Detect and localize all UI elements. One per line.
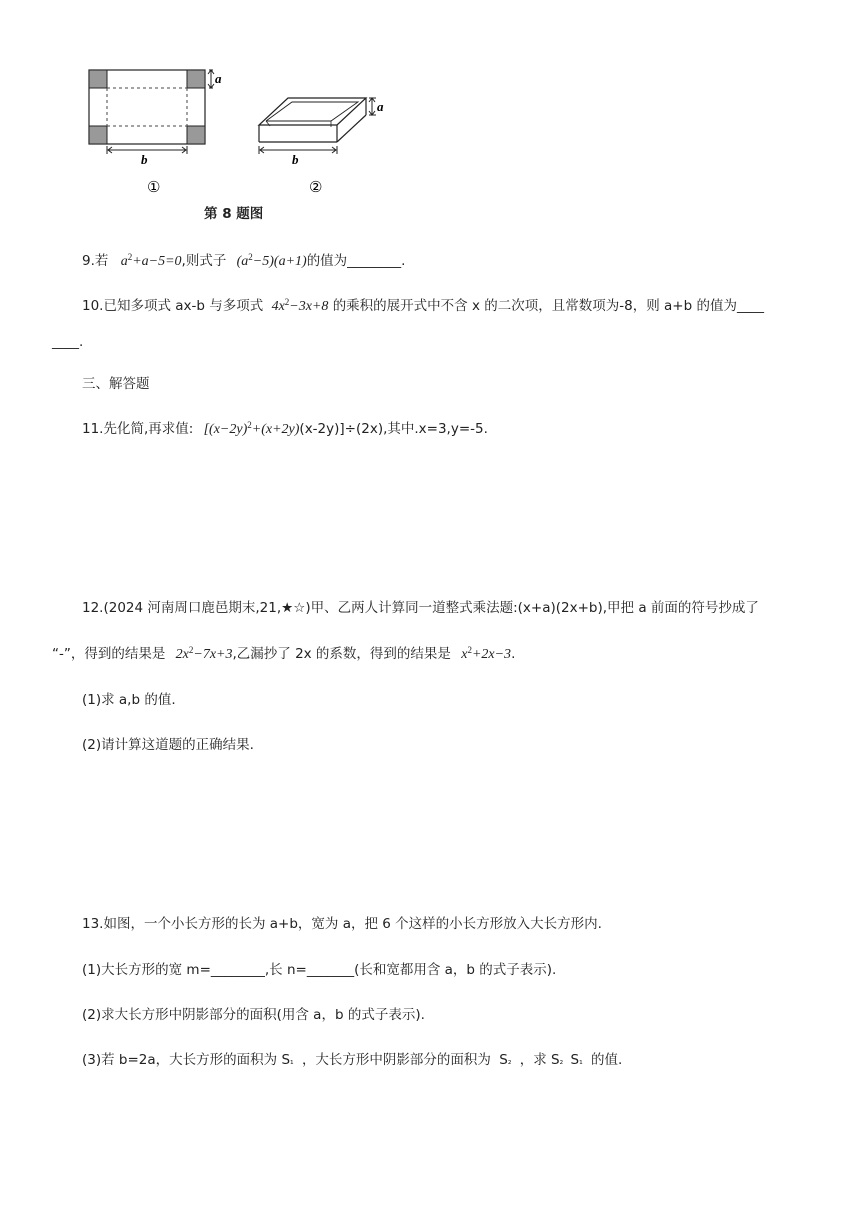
question-12-sub-1: (1)求 a,b 的值. (82, 692, 176, 708)
question-13-sub-2: (2)求大长方形中阴影部分的面积(用含 a，b 的式子表示). (82, 1007, 425, 1023)
question-12-line-1: 12.(2024 河南周口鹿邑期末,21,★☆)甲、乙两人计算同一道整式乘法题:(x+a)(2x+b),甲把 a 前面的符号抄成了 (82, 600, 759, 616)
section-3-title: 三、解答题 (82, 376, 150, 392)
question-9: 9.若 $a^2+a-5=0$,则式子 $(a^2-5)(a+1)$的值为________. (82, 252, 406, 269)
label-fig1: ① (147, 180, 161, 196)
figure-1-unfolded-sheet (89, 70, 222, 196)
figure-2-open-box (259, 98, 366, 142)
label-b-fig1: b (141, 152, 148, 167)
question-13-sub-1: (1)大长方形的宽 m=________,长 n=_______(长和宽都用含 a，b 的式子表示). (82, 962, 557, 978)
question-12-sub-2: (2)请计算这道题的正确结果. (82, 737, 254, 753)
figure-caption: 第 8 题图 (204, 206, 264, 222)
label-b-fig2: b (292, 152, 299, 167)
question-10-continued: ____. (52, 334, 84, 350)
question-13-line-1: 13.如图，一个小长方形的长为 a+b，宽为 a，把 6 个这样的小长方形放入大长方形内. (82, 916, 602, 932)
figure-8 (0, 0, 860, 230)
label-fig2: ② (309, 180, 323, 196)
label-a-fig2: a (377, 99, 384, 114)
question-12-line-2: “-”，得到的结果是 $2x^2-7x+3$,乙漏抄了 2x 的系数，得到的结果是 $x^2+2x-3$. (52, 645, 516, 662)
label-a-fig1: a (215, 71, 222, 86)
question-10: 10.已知多项式 ax-b 与多项式 $4x^2-3x+8$ 的乘积的展开式中不含 x 的二次项，且常数项为-8，则 a+b 的值为____ (82, 297, 764, 314)
question-13-sub-3: (3)若 b=2a，大长方形的面积为 S₁ ，大长方形中阴影部分的面积为 S₂ ，求 S₂ S₁ 的值. (82, 1052, 623, 1068)
question-11: 11.先化简,再求值: $[(x-2y)^2+(x+2y)(x-2y)]\div(2x)$,其中.x=3,y=-5. (82, 420, 488, 437)
